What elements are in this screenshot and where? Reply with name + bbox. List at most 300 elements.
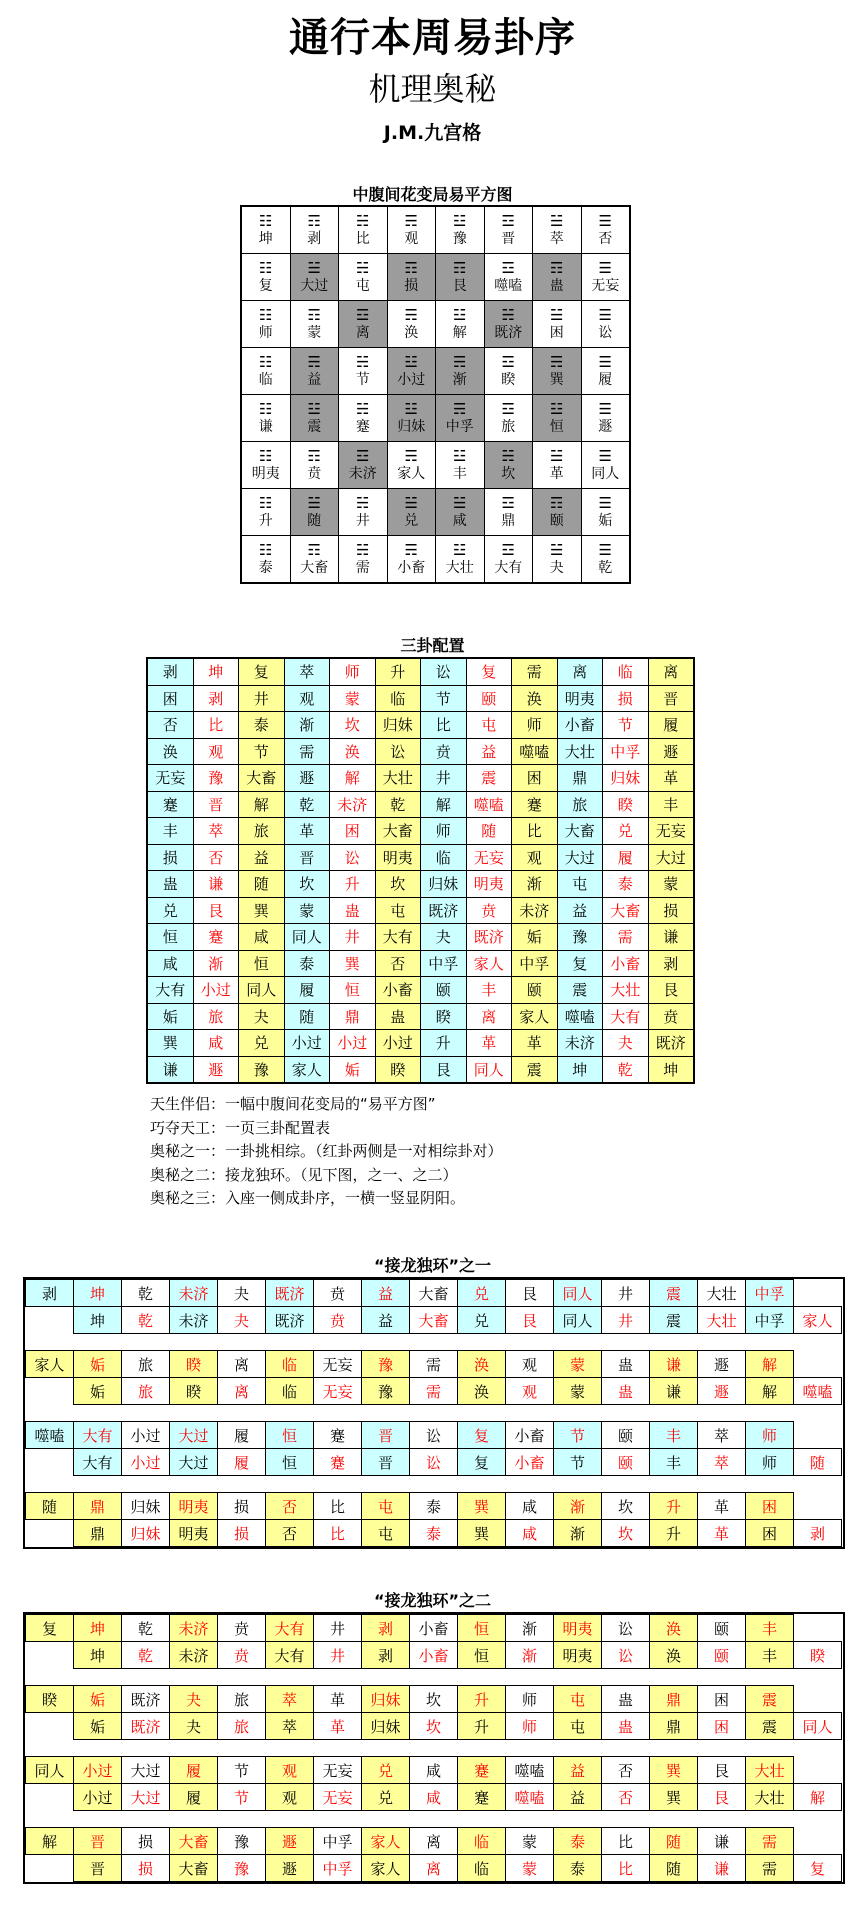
ring-cell: 家人 xyxy=(362,1855,410,1882)
sangua-cell: 否 xyxy=(147,712,193,739)
ring-cell: 噬嗑 xyxy=(506,1757,554,1784)
grid-cell-label: 困 xyxy=(549,324,564,341)
hexagram-icon: ☱ xyxy=(307,258,321,277)
ring-cell: 观 xyxy=(266,1784,314,1811)
ring-cell: 归妹 xyxy=(122,1520,170,1547)
ring-cell: 蹇 xyxy=(458,1784,506,1811)
hexagram-icon: ☴ xyxy=(550,352,564,371)
ring-cell: 观 xyxy=(266,1757,314,1784)
sangua-cell: 未济 xyxy=(330,791,376,818)
grid-cell-label: 剥 xyxy=(307,230,322,247)
ring-empty-cell xyxy=(794,1280,842,1307)
ring-cell: 颐 xyxy=(698,1642,746,1669)
ring-cell: 艮 xyxy=(698,1784,746,1811)
grid-cell-label: 遯 xyxy=(598,418,613,435)
grid-cell xyxy=(533,254,582,301)
sangua-cell: 损 xyxy=(648,897,694,924)
sangua-cell: 巽 xyxy=(239,897,285,924)
grid-cell xyxy=(484,301,533,348)
grid-cell-label: 渐 xyxy=(452,371,467,388)
grid-cell-label: 震 xyxy=(307,418,322,435)
ring-cell: 大畜 xyxy=(170,1828,218,1855)
hexagram-icon: ☶ xyxy=(404,258,418,277)
sangua-cell: 归妹 xyxy=(421,871,467,898)
sangua-cell: 坤 xyxy=(557,1056,603,1083)
ring-cell: 归妹 xyxy=(362,1713,410,1740)
ring-cell xyxy=(26,1520,74,1547)
sangua-cell: 蛊 xyxy=(147,871,193,898)
grid-cell-label: 革 xyxy=(549,465,564,482)
sangua-cell: 困 xyxy=(330,818,376,845)
grid-cell-label: 乾 xyxy=(598,559,613,576)
hexagram-icon: ☶ xyxy=(550,258,564,277)
grid-cell xyxy=(436,489,485,536)
grid-cell-label: 损 xyxy=(404,277,419,294)
ring-cell: 泰 xyxy=(554,1855,602,1882)
ring-empty-cell xyxy=(794,1757,842,1784)
ring-cell: 损 xyxy=(218,1493,266,1520)
sangua-cell: 巽 xyxy=(147,1030,193,1057)
ring-cell: 噬嗑 xyxy=(26,1422,74,1449)
hexagram-icon: ☳ xyxy=(453,446,467,465)
ring-cell: 丰 xyxy=(746,1642,794,1669)
grid-cell-label: 井 xyxy=(355,512,370,529)
grid-cell-label: 姤 xyxy=(598,512,613,529)
author: J.M.九宫格 xyxy=(383,122,482,144)
ring-cell xyxy=(26,1855,74,1882)
ring-cell: 姤 xyxy=(74,1351,122,1378)
grid-cell-label: 咸 xyxy=(452,512,467,529)
ring-cell: 归妹 xyxy=(122,1493,170,1520)
grid-cell-label: 贲 xyxy=(307,465,322,482)
sangua-cell: 履 xyxy=(603,844,649,871)
ring-cell: 大壮 xyxy=(746,1784,794,1811)
ring-cell: 丰 xyxy=(650,1449,698,1476)
grid-cell xyxy=(339,395,388,442)
sangua-cell: 同人 xyxy=(239,977,285,1004)
ring-cell: 贲 xyxy=(218,1615,266,1642)
sangua-cell: 蒙 xyxy=(648,871,694,898)
ring-cell: 比 xyxy=(314,1520,362,1547)
ring-cell: 节 xyxy=(554,1449,602,1476)
ring-cell: 益 xyxy=(362,1307,410,1334)
sangua-cell: 豫 xyxy=(193,765,239,792)
sangua-cell: 明夷 xyxy=(375,844,421,871)
ring-cell: 否 xyxy=(602,1757,650,1784)
sangua-cell: 益 xyxy=(557,897,603,924)
hexagram-icon: ☱ xyxy=(307,493,321,512)
ring-cell: 晋 xyxy=(362,1422,410,1449)
ring-cell: 中孚 xyxy=(746,1307,794,1334)
ring-empty-cell xyxy=(794,1686,842,1713)
sangua-cell: 观 xyxy=(284,685,330,712)
sangua-cell: 屯 xyxy=(466,712,512,739)
sangua-cell: 小畜 xyxy=(375,977,421,1004)
grid-cell xyxy=(533,489,582,536)
grid-cell-label: 观 xyxy=(404,230,419,247)
sangua-caption: 三卦配置 xyxy=(400,636,465,655)
sangua-table xyxy=(146,657,695,1084)
ring-cell: 无妄 xyxy=(314,1784,362,1811)
sangua-cell: 同人 xyxy=(284,924,330,951)
sangua-cell: 晋 xyxy=(648,685,694,712)
sangua-cell: 睽 xyxy=(603,791,649,818)
sangua-cell: 兑 xyxy=(147,897,193,924)
sangua-cell: 颐 xyxy=(466,685,512,712)
ring-cell: 解 xyxy=(746,1351,794,1378)
hexagram-icon: ☵ xyxy=(356,211,370,230)
ring-cell: 师 xyxy=(746,1449,794,1476)
sangua-cell: 临 xyxy=(603,658,649,685)
grid-cell xyxy=(339,301,388,348)
ring-cell: 中孚 xyxy=(314,1828,362,1855)
grid-cell xyxy=(533,301,582,348)
ring-cell: 中孚 xyxy=(314,1855,362,1882)
ring-cell: 蹇 xyxy=(314,1449,362,1476)
ring-cell: 大壮 xyxy=(746,1757,794,1784)
ring-cell: 复 xyxy=(458,1422,506,1449)
sangua-cell: 噬嗑 xyxy=(512,738,558,765)
ring-cell: 谦 xyxy=(650,1378,698,1405)
grid-cell-label: 谦 xyxy=(258,418,273,435)
grid-cell xyxy=(387,489,436,536)
grid-cell-label: 兑 xyxy=(404,512,419,529)
sangua-cell: 谦 xyxy=(193,871,239,898)
sangua-cell: 蒙 xyxy=(284,897,330,924)
ring-cell: 讼 xyxy=(410,1449,458,1476)
sangua-cell: 履 xyxy=(648,712,694,739)
ring-cell: 否 xyxy=(266,1520,314,1547)
sangua-cell: 大有 xyxy=(147,977,193,1004)
grid-cell-label: 颐 xyxy=(549,512,564,529)
grid-cell-label: 大过 xyxy=(300,277,329,294)
ring-spacer xyxy=(26,1811,842,1828)
ring-cell: 大过 xyxy=(122,1784,170,1811)
grid-cell-label: 节 xyxy=(355,371,370,388)
ring-cell: 晋 xyxy=(74,1855,122,1882)
sangua-cell: 泰 xyxy=(284,950,330,977)
ring-cell: 困 xyxy=(746,1493,794,1520)
ring-cell: 离 xyxy=(218,1378,266,1405)
hexagram-icon: ☰ xyxy=(598,493,612,512)
sangua-cell: 益 xyxy=(466,738,512,765)
note-1: 天生伴侣：一幅中腹间花变局的“易平方图” xyxy=(150,1095,436,1113)
ring-cell: 升 xyxy=(650,1520,698,1547)
ring-cell: 屯 xyxy=(554,1686,602,1713)
ring-spacer xyxy=(26,1334,842,1351)
ring-cell: 未济 xyxy=(170,1615,218,1642)
sangua-cell: 咸 xyxy=(239,924,285,951)
hexagram-icon: ☵ xyxy=(356,540,370,559)
ring-empty-cell xyxy=(794,1828,842,1855)
hexagram-icon: ☳ xyxy=(453,211,467,230)
ring-cell: 睽 xyxy=(794,1642,842,1669)
sangua-cell: 益 xyxy=(239,844,285,871)
sangua-cell: 蛊 xyxy=(330,897,376,924)
ring-cell: 鼎 xyxy=(74,1493,122,1520)
ring-cell: 晋 xyxy=(362,1449,410,1476)
ring-cell: 恒 xyxy=(266,1449,314,1476)
ring-cell: 鼎 xyxy=(650,1713,698,1740)
grid-cell-label: 晋 xyxy=(501,230,516,247)
ring-cell: 同人 xyxy=(554,1280,602,1307)
grid-cell xyxy=(241,395,290,442)
ring-cell: 蒙 xyxy=(554,1351,602,1378)
hexagram-icon: ☳ xyxy=(404,399,418,418)
sangua-cell: 大畜 xyxy=(557,818,603,845)
ring-cell: 豫 xyxy=(362,1351,410,1378)
ring-cell: 屯 xyxy=(362,1493,410,1520)
sangua-cell: 颐 xyxy=(512,977,558,1004)
sangua-cell: 坤 xyxy=(648,1056,694,1083)
ring-cell: 遯 xyxy=(266,1855,314,1882)
sangua-cell: 大有 xyxy=(375,924,421,951)
hexagram-icon: ☷ xyxy=(259,446,273,465)
ring-cell: 巽 xyxy=(650,1784,698,1811)
ring-cell: 恒 xyxy=(458,1615,506,1642)
hexagram-icon: ☰ xyxy=(598,540,612,559)
ring-cell: 大有 xyxy=(74,1449,122,1476)
sangua-cell: 同人 xyxy=(466,1056,512,1083)
sangua-cell: 蒙 xyxy=(330,685,376,712)
ring-cell: 大畜 xyxy=(410,1280,458,1307)
ring-cell: 咸 xyxy=(410,1784,458,1811)
hexagram-icon: ☵ xyxy=(356,493,370,512)
ring-cell: 睽 xyxy=(170,1351,218,1378)
sangua-cell: 解 xyxy=(421,791,467,818)
ring-cell: 丰 xyxy=(650,1422,698,1449)
ring-cell: 巽 xyxy=(650,1757,698,1784)
ring-cell: 豫 xyxy=(362,1378,410,1405)
sangua-cell: 震 xyxy=(466,765,512,792)
grid-cell-label: 恒 xyxy=(549,418,564,435)
hexagram-icon: ☷ xyxy=(259,258,273,277)
ring-cell: 革 xyxy=(314,1713,362,1740)
ring-cell: 否 xyxy=(266,1493,314,1520)
sangua-cell: 噬嗑 xyxy=(466,791,512,818)
sangua-cell: 艮 xyxy=(421,1056,467,1083)
grid-cell-label: 大壮 xyxy=(445,559,474,576)
grid-cell xyxy=(339,442,388,489)
ring-cell: 革 xyxy=(314,1686,362,1713)
ring-cell: 震 xyxy=(650,1307,698,1334)
hexagram-icon: ☲ xyxy=(501,540,515,559)
ring-cell: 咸 xyxy=(506,1493,554,1520)
ring-spacer xyxy=(26,1669,842,1686)
ring-empty-cell xyxy=(794,1615,842,1642)
grid-cell xyxy=(436,206,485,254)
sangua-cell: 大壮 xyxy=(375,765,421,792)
ring-cell: 小畜 xyxy=(506,1422,554,1449)
ring-cell: 贲 xyxy=(314,1307,362,1334)
ring-cell: 蒙 xyxy=(506,1855,554,1882)
ring-cell xyxy=(26,1378,74,1405)
ring-spacer xyxy=(26,1740,842,1757)
ring-cell: 夬 xyxy=(218,1280,266,1307)
ring-cell: 遯 xyxy=(266,1828,314,1855)
ring-cell: 比 xyxy=(602,1855,650,1882)
sangua-cell: 损 xyxy=(603,685,649,712)
hexagram-icon: ☶ xyxy=(550,493,564,512)
ring-cell: 坤 xyxy=(74,1307,122,1334)
grid-cell xyxy=(484,254,533,301)
grid-cell-label: 睽 xyxy=(501,371,516,388)
hexagram-icon: ☴ xyxy=(404,540,418,559)
ring1-caption: “接龙独环”之一 xyxy=(373,1256,492,1275)
ring-cell: 临 xyxy=(458,1855,506,1882)
ring-cell: 需 xyxy=(410,1351,458,1378)
sangua-cell: 大畜 xyxy=(603,897,649,924)
grid-cell xyxy=(581,395,630,442)
sangua-cell: 讼 xyxy=(421,658,467,685)
ring-cell: 坎 xyxy=(602,1520,650,1547)
hexagram-icon: ☷ xyxy=(259,540,273,559)
sangua-cell: 升 xyxy=(421,1030,467,1057)
ring-cell: 豫 xyxy=(218,1828,266,1855)
ring-cell: 小畜 xyxy=(410,1615,458,1642)
ring-cell: 复 xyxy=(458,1449,506,1476)
sangua-cell: 未济 xyxy=(512,897,558,924)
grid-cell-label: 履 xyxy=(598,371,613,388)
grid-cell xyxy=(387,536,436,584)
sangua-cell: 旅 xyxy=(193,1003,239,1030)
ring-cell: 大壮 xyxy=(698,1307,746,1334)
ring-cell: 离 xyxy=(410,1855,458,1882)
ring-cell: 蹇 xyxy=(458,1757,506,1784)
sangua-cell: 比 xyxy=(421,712,467,739)
sangua-cell: 大畜 xyxy=(239,765,285,792)
notes xyxy=(150,1093,503,1211)
sangua-cell: 中孚 xyxy=(512,950,558,977)
ring-cell: 坎 xyxy=(602,1493,650,1520)
sangua-cell: 坎 xyxy=(375,871,421,898)
sangua-cell: 贲 xyxy=(466,897,512,924)
ring-cell: 屯 xyxy=(554,1713,602,1740)
sangua-cell: 巽 xyxy=(330,950,376,977)
grid-cell xyxy=(387,206,436,254)
sangua-cell: 既济 xyxy=(421,897,467,924)
ring-cell: 萃 xyxy=(266,1686,314,1713)
sangua-cell: 震 xyxy=(557,977,603,1004)
ring-cell: 蛊 xyxy=(602,1686,650,1713)
note-4: 奥秘之二：接龙独环。（见下图，之一、之二） xyxy=(150,1165,458,1184)
grid-cell xyxy=(484,206,533,254)
grid-cell xyxy=(581,489,630,536)
grid-cell-label: 未济 xyxy=(348,465,377,482)
ring-cell: 坎 xyxy=(410,1713,458,1740)
ring-cell: 既济 xyxy=(122,1713,170,1740)
grid-cell-label: 旅 xyxy=(501,418,516,435)
ring-cell: 履 xyxy=(218,1449,266,1476)
sangua-cell: 剥 xyxy=(648,950,694,977)
grid-cell xyxy=(533,536,582,584)
sangua-cell: 师 xyxy=(330,658,376,685)
ring-cell: 泰 xyxy=(554,1828,602,1855)
sangua-cell: 复 xyxy=(466,658,512,685)
sangua-cell: 中孚 xyxy=(421,950,467,977)
ring-cell: 需 xyxy=(410,1378,458,1405)
ring-cell: 睽 xyxy=(170,1378,218,1405)
ring-cell: 遯 xyxy=(698,1351,746,1378)
grid-cell xyxy=(533,206,582,254)
ring-cell: 贲 xyxy=(218,1642,266,1669)
sangua-cell: 涣 xyxy=(330,738,376,765)
sangua-cell: 节 xyxy=(603,712,649,739)
sangua-cell: 家人 xyxy=(466,950,512,977)
hexagram-icon: ☴ xyxy=(307,352,321,371)
hexagram-icon: ☷ xyxy=(259,305,273,324)
hexagram-icon: ☷ xyxy=(259,399,273,418)
sangua-cell: 无妄 xyxy=(147,765,193,792)
sangua-cell: 姤 xyxy=(147,1003,193,1030)
ring-cell: 革 xyxy=(698,1493,746,1520)
ring-cell: 艮 xyxy=(506,1280,554,1307)
sangua-cell: 恒 xyxy=(330,977,376,1004)
ring-cell: 同人 xyxy=(26,1757,74,1784)
ring-cell: 益 xyxy=(362,1280,410,1307)
ring-cell: 无妄 xyxy=(314,1378,362,1405)
ring-cell: 坎 xyxy=(410,1686,458,1713)
sangua-cell: 泰 xyxy=(239,712,285,739)
ring-cell: 谦 xyxy=(698,1828,746,1855)
sangua-cell: 丰 xyxy=(648,791,694,818)
ring-cell: 无妄 xyxy=(314,1757,362,1784)
ring-cell: 大过 xyxy=(170,1422,218,1449)
ring-cell: 离 xyxy=(410,1828,458,1855)
hexagram-icon: ☰ xyxy=(598,305,612,324)
ring-cell: 随 xyxy=(794,1449,842,1476)
grid-cell-label: 比 xyxy=(355,230,370,247)
ring-cell: 鼎 xyxy=(74,1520,122,1547)
ring-cell: 困 xyxy=(698,1713,746,1740)
ring-cell: 临 xyxy=(266,1351,314,1378)
grid-cell xyxy=(290,489,339,536)
grid-cell-label: 艮 xyxy=(452,277,467,294)
grid-cell-label: 明夷 xyxy=(251,465,280,482)
ring-cell: 艮 xyxy=(506,1307,554,1334)
sangua-cell: 萃 xyxy=(193,818,239,845)
grid-cell-label: 讼 xyxy=(598,324,613,341)
ring-cell: 益 xyxy=(554,1784,602,1811)
ring-cell: 震 xyxy=(650,1280,698,1307)
sangua-cell: 坎 xyxy=(284,871,330,898)
sangua-cell: 萃 xyxy=(284,658,330,685)
sangua-cell: 明夷 xyxy=(557,685,603,712)
page-title: 通行本周易卦序 xyxy=(289,15,576,61)
grid-cell xyxy=(339,254,388,301)
grid-cell-label: 大有 xyxy=(494,559,523,576)
ring-cell: 涣 xyxy=(650,1615,698,1642)
grid-cell-label: 巽 xyxy=(549,371,564,388)
ring-cell: 夬 xyxy=(170,1686,218,1713)
square-grid xyxy=(240,205,631,584)
ring-cell: 坤 xyxy=(74,1642,122,1669)
ring-cell: 兑 xyxy=(362,1784,410,1811)
grid-cell-label: 蹇 xyxy=(355,418,370,435)
ring-cell: 旅 xyxy=(218,1686,266,1713)
grid-cell xyxy=(436,442,485,489)
sangua-cell: 观 xyxy=(512,844,558,871)
ring-cell: 随 xyxy=(650,1855,698,1882)
sangua-cell: 贲 xyxy=(648,1003,694,1030)
ring-cell: 夬 xyxy=(170,1713,218,1740)
ring-cell: 萃 xyxy=(698,1422,746,1449)
ring-cell: 离 xyxy=(218,1351,266,1378)
hexagram-icon: ☵ xyxy=(501,446,515,465)
ring-cell: 乾 xyxy=(122,1280,170,1307)
hexagram-icon: ☲ xyxy=(501,352,515,371)
grid-cell xyxy=(581,206,630,254)
